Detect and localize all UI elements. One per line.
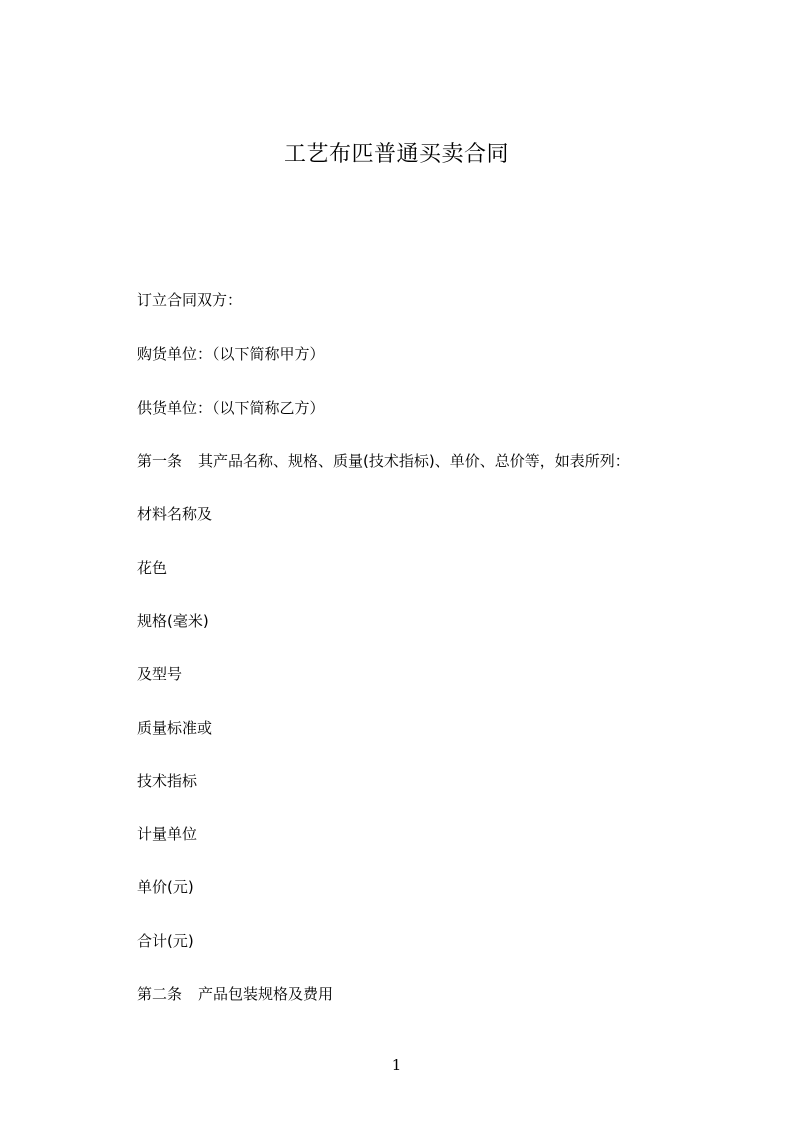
article-1-label: 第一条 (137, 452, 183, 470)
contract-title: 工艺布匹普通买卖合同 (283, 142, 509, 167)
article-1-text: 其产品名称、规格、质量(技术指标)、单价、总价等，如表所列： (198, 452, 630, 470)
table-field-unit: 计量单位 (137, 825, 198, 843)
supplier-line: 供货单位：（以下简称乙方） (137, 399, 325, 417)
parties-heading: 订立合同双方： (137, 291, 243, 309)
table-field-total: 合计(元) (137, 932, 194, 950)
table-field-material-name: 材料名称及 (137, 505, 213, 523)
table-field-technical-index: 技术指标 (137, 772, 198, 790)
table-field-model: 及型号 (137, 665, 183, 683)
table-field-color: 花色 (137, 559, 168, 577)
buyer-line: 购货单位：（以下简称甲方） (137, 345, 325, 363)
table-field-spec: 规格(毫米) (137, 612, 209, 630)
page-number: 1 (391, 1056, 402, 1074)
article-1 (137, 451, 630, 471)
article-2-text: 产品包装规格及费用 (198, 985, 334, 1003)
article-2 (137, 984, 333, 1004)
table-field-unit-price: 单价(元) (137, 878, 194, 896)
table-field-quality-standard: 质量标准或 (137, 719, 213, 737)
article-2-label: 第二条 (137, 985, 183, 1003)
